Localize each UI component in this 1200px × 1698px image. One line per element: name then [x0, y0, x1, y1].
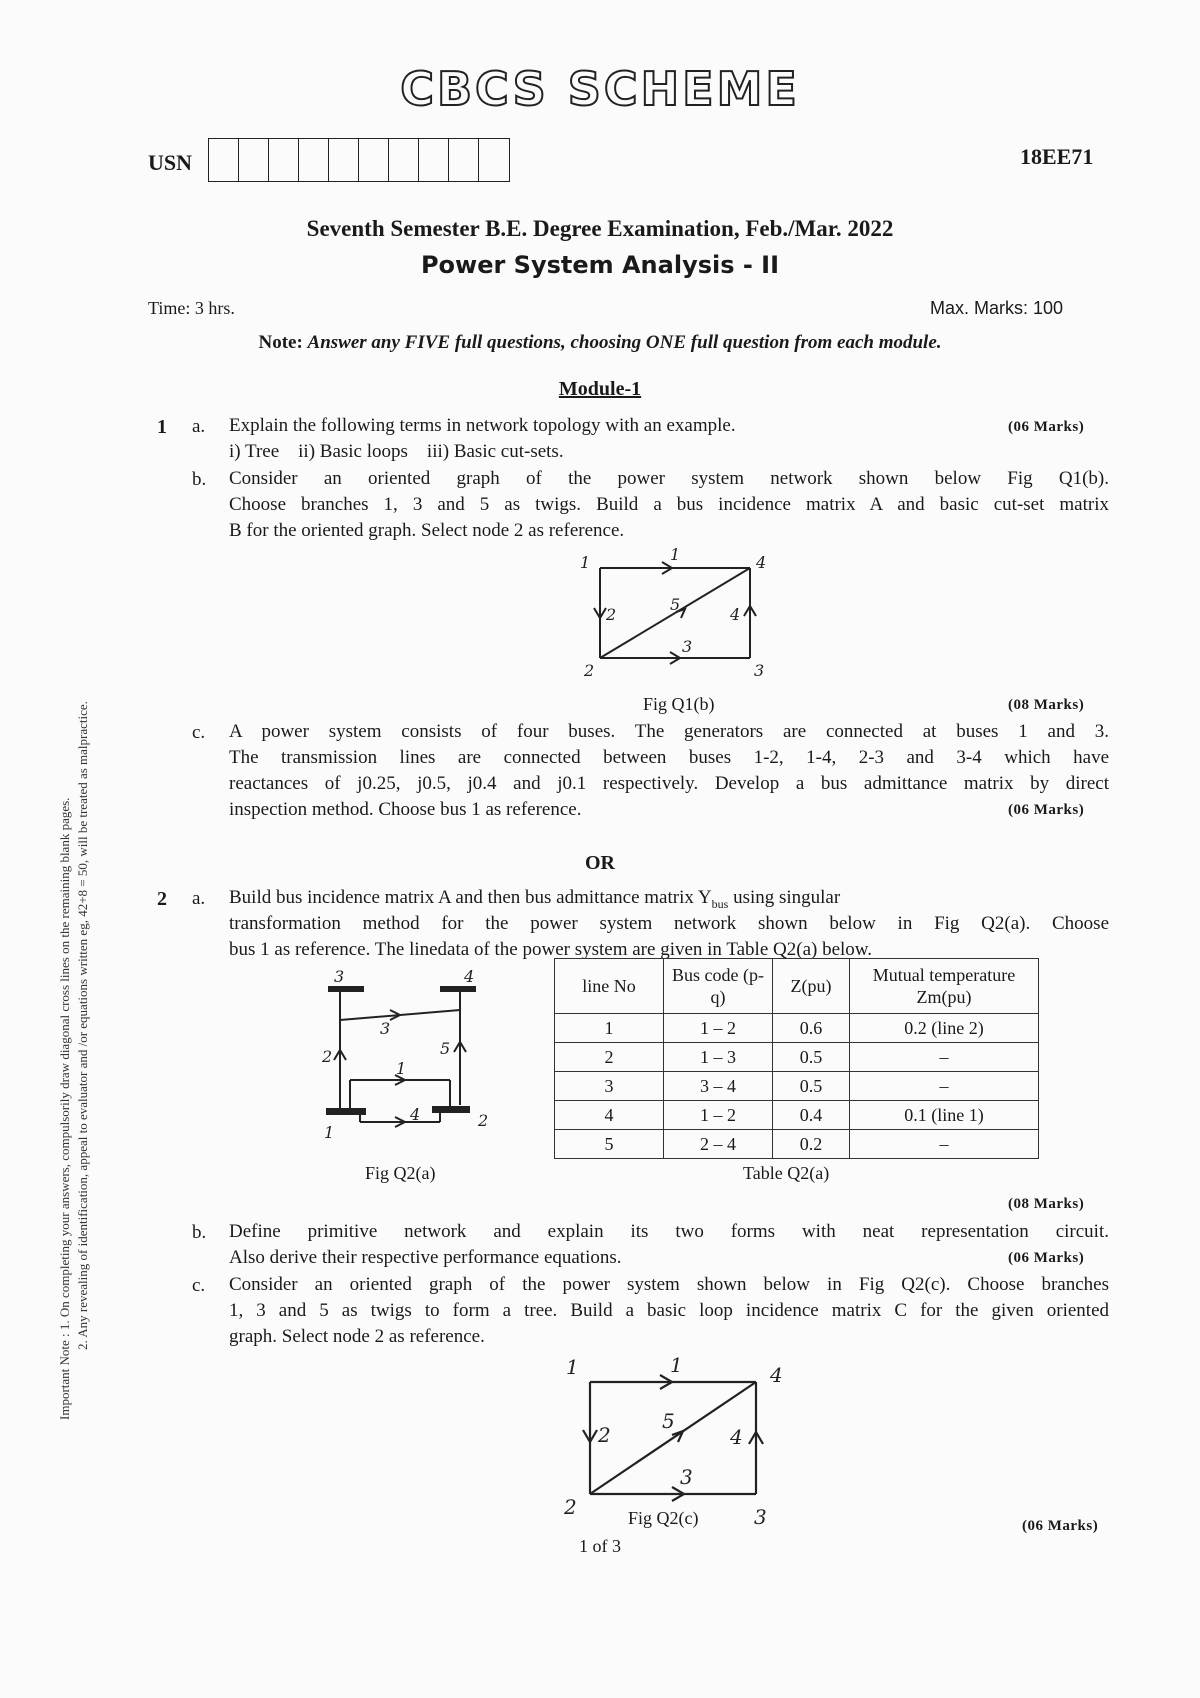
table-cell: 2 – 4	[664, 1130, 773, 1159]
branch-label: 2	[598, 1423, 611, 1447]
table-cell: 2	[555, 1043, 664, 1072]
table-cell: 0.2 (line 2)	[850, 1014, 1039, 1043]
usn-box	[269, 139, 299, 181]
q1c-marks: (06 Marks)	[1008, 802, 1085, 818]
table-cell: 3	[555, 1072, 664, 1101]
fig-q1b-caption: Fig Q1(b)	[643, 694, 715, 714]
q2a-line1-end: using singular	[728, 887, 841, 908]
node-label: 4	[770, 1363, 783, 1387]
table-header-row	[555, 959, 1039, 1014]
ybus-subscript: bus	[711, 896, 729, 911]
q2c-marks: (06 Marks)	[1022, 1518, 1099, 1534]
table-cell: –	[850, 1072, 1039, 1101]
usn-box	[419, 139, 449, 181]
node-label: 1	[580, 553, 591, 572]
q2a-line1-text: Build bus incidence matrix A and then bus admittance matrix Y	[229, 887, 712, 908]
node-label: 3	[754, 1505, 767, 1527]
or-divider: OR	[585, 852, 615, 874]
bus-bar-1	[326, 1108, 366, 1115]
usn-boxes	[208, 138, 510, 182]
fig-q2a-caption: Fig Q2(a)	[365, 1163, 436, 1183]
figure-q2c	[558, 1352, 818, 1527]
branch-label: 5	[670, 595, 681, 614]
q2c-line3: graph. Select node 2 as reference.	[229, 1326, 485, 1347]
usn-box	[359, 139, 389, 181]
time-label: Time: 3 hrs.	[148, 298, 235, 318]
fig-q2c-caption: Fig Q2(c)	[628, 1508, 699, 1528]
table-row	[555, 1101, 1039, 1130]
node-label: 1	[324, 1123, 335, 1142]
branch-label: 4	[410, 1105, 421, 1124]
q2b-marks: (06 Marks)	[1008, 1250, 1085, 1266]
node-label: 2	[584, 661, 595, 680]
table-cell: 1 – 2	[664, 1014, 773, 1043]
line-data-table	[554, 958, 1039, 1159]
q2b-line1: Define primitive network and explain its two forms with neat representation circuit.	[229, 1221, 1109, 1242]
side-note-line1: Important Note : 1. On completing your answers, compulsorily draw diagonal cross lines on the remaining blank pages.	[57, 797, 72, 1420]
figure-q1b	[570, 548, 800, 688]
branch-label: 1	[670, 1353, 683, 1377]
table-row	[555, 1072, 1039, 1101]
table-cell: –	[850, 1043, 1039, 1072]
table-row	[555, 1014, 1039, 1043]
q1a-marks: (06 Marks)	[1008, 419, 1085, 435]
page-number: 1 of 3	[579, 1536, 621, 1556]
node-label: 3	[334, 970, 345, 986]
q2a-marks: (08 Marks)	[1008, 1196, 1085, 1212]
table-cell: 0.5	[773, 1072, 850, 1101]
branch-label: 5	[662, 1409, 675, 1433]
bus-bar-4	[440, 986, 476, 992]
node-label: 2	[478, 1111, 489, 1130]
table-q2a-caption: Table Q2(a)	[743, 1163, 830, 1183]
q1c-label: c.	[192, 722, 206, 743]
q1c-line2: The transmission lines are connected between buses 1-2, 1-4, 2-3 and 3-4 which have	[229, 747, 1109, 768]
subject-title: Power System Analysis - II	[420, 251, 780, 279]
question-number-2: 2	[157, 888, 167, 910]
q1a-text: Explain the following terms in network topology with an example.	[229, 415, 736, 436]
usn-label: USN	[148, 150, 193, 175]
q1c-line4: inspection method. Choose bus 1 as reference.	[229, 799, 582, 820]
usn-box	[449, 139, 479, 181]
table-cell: –	[850, 1130, 1039, 1159]
usn-box	[389, 139, 419, 181]
q2b-label: b.	[192, 1222, 207, 1243]
branch-label: 2	[606, 605, 617, 624]
q2b-line2: Also derive their respective performance equations.	[229, 1247, 622, 1268]
node-label: 2	[564, 1495, 577, 1519]
q2c-line2: 1, 3 and 5 as twigs to form a tree. Build a basic loop incidence matrix C for the given oriented	[229, 1300, 1109, 1321]
branch-label: 1	[670, 548, 681, 564]
branch-label: 2	[322, 1047, 333, 1066]
usn-box	[209, 139, 239, 181]
q1c-line1: A power system consists of four buses. The generators are connected at buses 1 and 3.	[229, 721, 1109, 742]
scheme-banner: CBCS SCHEME	[400, 62, 800, 116]
q2a-line2: transformation method for the power system network shown below in Fig Q2(a). Choose	[229, 913, 1109, 934]
subject-code: 18EE71	[1020, 144, 1094, 169]
table-cell: 0.5	[773, 1043, 850, 1072]
branch-label: 4	[730, 605, 741, 624]
question-number-1: 1	[157, 416, 167, 438]
branch-label: 4	[730, 1425, 743, 1449]
exam-title: Seventh Semester B.E. Degree Examination, Feb./Mar. 2022	[306, 216, 894, 241]
table-row	[555, 1043, 1039, 1072]
q1b-line3: B for the oriented graph. Select node 2 as reference.	[229, 520, 625, 541]
table-cell: 1 – 3	[664, 1043, 773, 1072]
table-cell: 4	[555, 1101, 664, 1130]
node-label: 4	[756, 553, 767, 572]
q1b-marks: (08 Marks)	[1008, 697, 1085, 713]
table-cell: 0.6	[773, 1014, 850, 1043]
node-label: 4	[464, 970, 475, 986]
bus-bar-3	[328, 986, 364, 992]
table-cell: 0.4	[773, 1101, 850, 1130]
q1a-label: a.	[192, 416, 206, 437]
side-note-line2: 2. Any revealing of identification, appeal to evaluator and /or equations written eg, 42+8 = 50, will be treated as malpractice.	[75, 701, 90, 1350]
usn-box	[329, 139, 359, 181]
usn-box	[299, 139, 329, 181]
q2a-line3: bus 1 as reference. The linedata of the power system are given in Table Q2(a) below.	[229, 939, 873, 960]
branch-label: 3	[380, 1019, 391, 1038]
table-cell: 0.2	[773, 1130, 850, 1159]
figure-q2a	[300, 970, 520, 1150]
usn-box	[479, 139, 509, 181]
table-cell: 5	[555, 1130, 664, 1159]
usn-box	[239, 139, 269, 181]
max-marks-label: Max. Marks: 100	[930, 298, 1064, 318]
table-cell: 0.1 (line 1)	[850, 1101, 1039, 1130]
q1a-subparts: i) Tree ii) Basic loops iii) Basic cut-sets.	[229, 441, 564, 462]
branch-label: 1	[396, 1059, 407, 1078]
module-heading: Module-1	[558, 378, 642, 400]
node-label: 3	[754, 661, 765, 680]
note-text: Answer any FIVE full questions, choosing ONE full question from each module.	[307, 332, 942, 353]
table-row	[555, 1130, 1039, 1159]
branch-label: 3	[682, 637, 693, 656]
q2a-label: a.	[192, 888, 206, 909]
table-header-cell: line No	[555, 959, 664, 1014]
branch-label: 5	[440, 1039, 451, 1058]
q2c-label: c.	[192, 1275, 206, 1296]
q1b-label: b.	[192, 469, 207, 490]
q1c-line3: reactances of j0.25, j0.5, j0.4 and j0.1 respectively. Develop a bus admittance matrix by direct	[229, 773, 1109, 794]
q2c-line1: Consider an oriented graph of the power system shown below in Fig Q2(c). Choose branches	[229, 1274, 1109, 1295]
table-cell: 3 – 4	[664, 1072, 773, 1101]
branch-label: 3	[680, 1465, 693, 1489]
side-important-note	[56, 420, 126, 1420]
q1b-line2: Choose branches 1, 3 and 5 as twigs. Build a bus incidence matrix A and basic cut-set matrix	[229, 494, 1109, 515]
table-header-cell: Z(pu)	[773, 959, 850, 1014]
bus-bar-2	[432, 1106, 470, 1113]
instructions-note	[0, 332, 1200, 354]
node-label: 1	[566, 1355, 579, 1379]
note-label: Note:	[258, 332, 303, 353]
table-cell: 1 – 2	[664, 1101, 773, 1130]
table-header-cell: Mutual temperature Zm(pu)	[850, 959, 1039, 1014]
table-header-cell: Bus code (p-q)	[664, 959, 773, 1014]
table-cell: 1	[555, 1014, 664, 1043]
q1b-line1: Consider an oriented graph of the power system network shown below Fig Q1(b).	[229, 468, 1109, 489]
